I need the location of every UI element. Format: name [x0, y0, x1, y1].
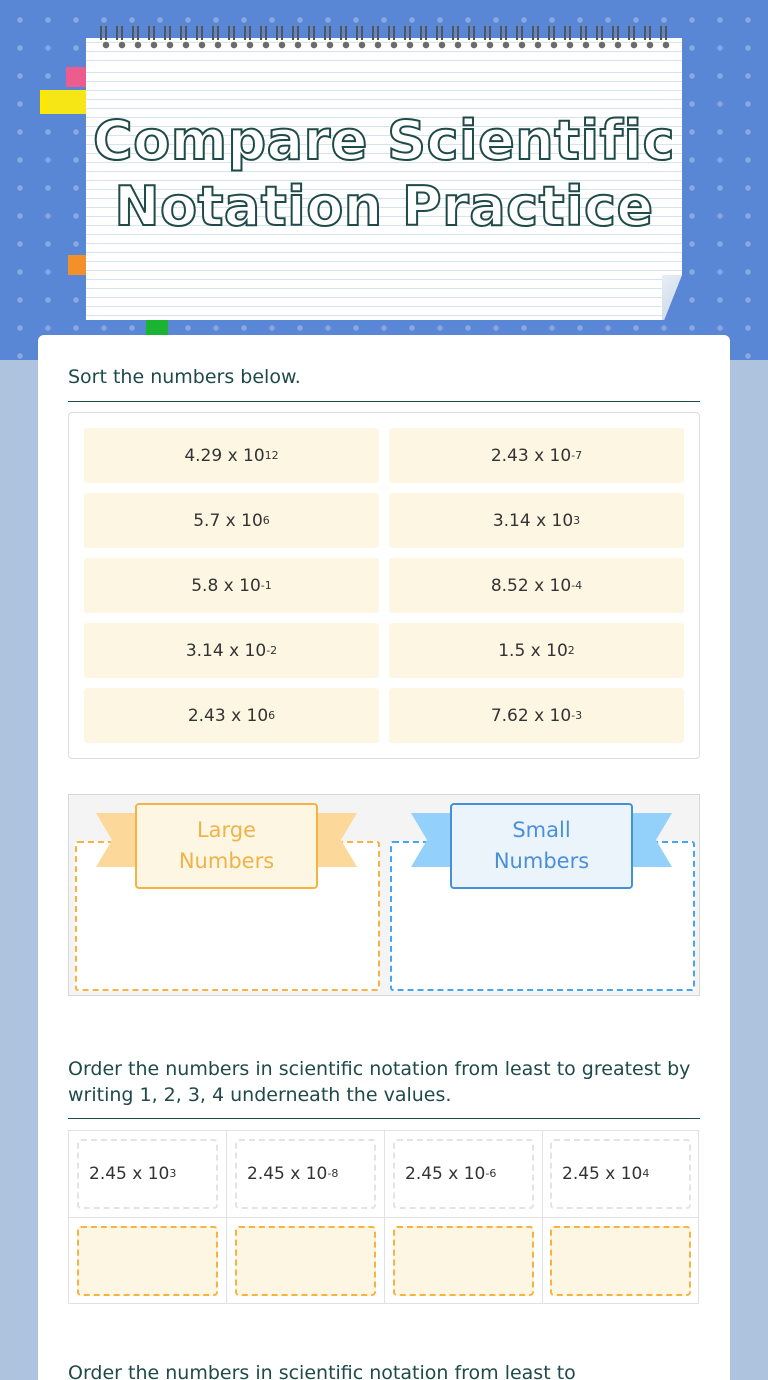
order-instruction: Order the numbers in scientific notation from least to greatest by writing 1, 2, 3, 4 underneath the values.	[68, 1056, 700, 1119]
sort-chip[interactable]: 1.5 x 10 2	[389, 623, 684, 678]
sort-instruction: Sort the numbers below.	[68, 364, 700, 402]
sort-chip[interactable]: 4.29 x 10 12	[84, 428, 379, 483]
order-grid	[68, 1130, 699, 1304]
small-ribbon-left	[411, 813, 451, 867]
chip-base: 5.7 x 10	[193, 510, 263, 531]
sort-chip[interactable]: 5.7 x 10 6	[84, 493, 379, 548]
spiral-holes	[98, 40, 670, 50]
order-value: 2.45 x 10 3	[77, 1139, 218, 1209]
chip-base: 2.43 x 10	[187, 705, 269, 726]
title-line-1: Compare Scientific	[93, 109, 675, 172]
chip-base: 1.5 x 10	[498, 640, 568, 661]
chip-base: 2.43 x 10	[490, 445, 572, 466]
page-title	[86, 108, 682, 240]
sort-chip[interactable]: 5.8 x 10 -1	[84, 558, 379, 613]
notebook-tab-yellow	[40, 90, 90, 114]
sort-chip[interactable]: 2.43 x 10 6	[84, 688, 379, 743]
sort-chip[interactable]: 3.14 x 10 3	[389, 493, 684, 548]
order-column	[69, 1131, 227, 1303]
order-column	[542, 1131, 700, 1303]
order-answer-input[interactable]	[235, 1226, 376, 1296]
notebook-tab-green	[146, 320, 168, 336]
value-base: 2.45 x 10	[89, 1164, 170, 1184]
sort-items-container	[68, 412, 700, 759]
large-ribbon-left	[96, 813, 136, 867]
sort-chip[interactable]: 3.14 x 10 -2	[84, 623, 379, 678]
small-ribbon-right	[632, 813, 672, 867]
sort-chip[interactable]: 2.43 x 10 -7	[389, 428, 684, 483]
title-line-2: Notation Practice	[114, 175, 654, 238]
sort-chip[interactable]: 7.62 x 10 -3	[389, 688, 684, 743]
order-answer-input[interactable]	[550, 1226, 691, 1296]
value-base: 2.45 x 10	[247, 1164, 328, 1184]
chip-base: 7.62 x 10	[490, 705, 572, 726]
order-instruction-2: Order the numbers in scientific notation from least to	[68, 1362, 576, 1380]
sort-chip[interactable]: 8.52 x 10 -4	[389, 558, 684, 613]
small-numbers-label: Small Numbers	[450, 803, 633, 889]
large-numbers-label: Large Numbers	[135, 803, 318, 889]
sort-buckets	[68, 794, 700, 996]
chip-base: 8.52 x 10	[490, 575, 572, 596]
order-value: 2.45 x 10 4	[550, 1139, 691, 1209]
large-ribbon-right	[317, 813, 357, 867]
order-value: 2.45 x 10 -6	[393, 1139, 534, 1209]
value-base: 2.45 x 10	[562, 1164, 643, 1184]
chip-base: 5.8 x 10	[191, 575, 261, 596]
order-answer-input[interactable]	[77, 1226, 218, 1296]
value-base: 2.45 x 10	[405, 1164, 486, 1184]
chip-base: 4.29 x 10	[184, 445, 265, 466]
order-column	[227, 1131, 385, 1303]
order-answer-input[interactable]	[393, 1226, 534, 1296]
chip-base: 3.14 x 10	[185, 640, 267, 661]
order-column	[385, 1131, 543, 1303]
chip-base: 3.14 x 10	[492, 510, 574, 531]
order-value: 2.45 x 10 -8	[235, 1139, 376, 1209]
